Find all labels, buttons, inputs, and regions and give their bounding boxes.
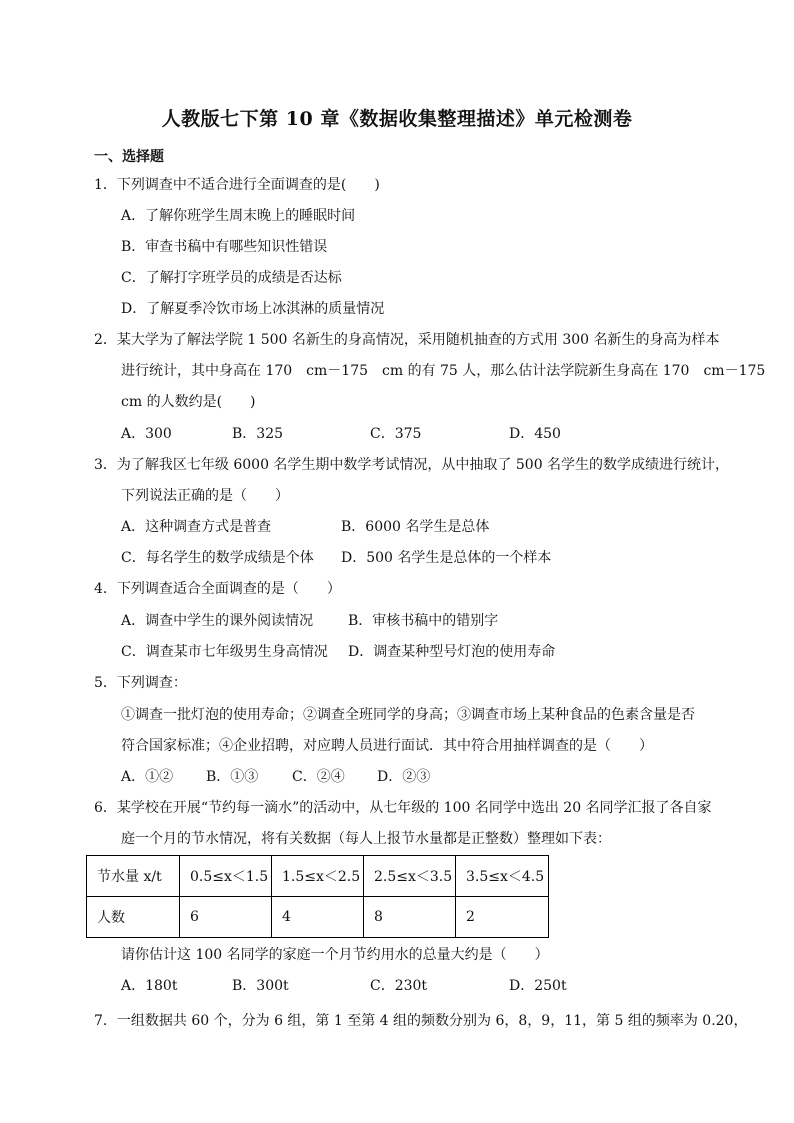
- question-3-option-d: D．500 名学生是总体的一个样本: [341, 550, 552, 566]
- table-cell: 6: [180, 897, 272, 938]
- question-1-option-d: D．了解夏季冷饮市场上冰淇淋的质量情况: [121, 301, 385, 317]
- question-6-ask: 请你估计这 100 名同学的家庭一个月节约用水的总量大约是（ ）: [121, 947, 549, 963]
- question-4-option-a: A．调查中学生的课外阅读情况: [121, 613, 314, 629]
- question-4-option-d: D．调查某种型号灯泡的使用寿命: [348, 644, 556, 660]
- water-saving-table: [86, 855, 549, 938]
- question-7-stem: 7．一组数据共 60 个，分为 6 组，第 1 至第 4 组的频数分别为 6，8，9，11，第 5 组的频率为 0.20，: [94, 1013, 748, 1029]
- table-cell: 人数: [87, 897, 180, 938]
- question-5-option-d: D．②③: [377, 769, 431, 785]
- table-header-cell: 1.5≤x＜2.5: [272, 856, 364, 897]
- question-3-option-c: C．每名学生的数学成绩是个体: [121, 550, 314, 566]
- question-1-stem: 1．下列调查中不适合进行全面调查的是( ): [94, 177, 380, 193]
- question-1-option-a: A．了解你班学生周末晚上的睡眠时间: [121, 208, 356, 224]
- question-5-option-c: C．②④: [292, 769, 345, 785]
- question-6-stem-line1: 6．某学校在开展“节约每一滴水”的活动中，从七年级的 100 名同学中选出 20 名同学汇报了各自家: [94, 800, 712, 816]
- question-5-option-a: A．①②: [121, 769, 174, 785]
- question-6-option-b: B．300t: [232, 978, 289, 994]
- question-2-stem-line2: 进行统计，其中身高在 170 cm－175 cm 的有 75 人，那么估计法学院新生身高在 170 cm－175: [121, 363, 766, 379]
- question-2-stem-line1: 2．某大学为了解法学院 1 500 名新生的身高情况，采用随机抽查的方式用 300 名新生的身高为样本: [94, 332, 720, 348]
- question-2-option-d: D．450: [509, 426, 561, 442]
- question-1-option-b: B．审查书稿中有哪些知识性错误: [121, 239, 328, 255]
- question-3-option-a: A．这种调查方式是普查: [121, 519, 272, 535]
- section-heading: 一、选择题: [94, 149, 164, 165]
- table-header-cell: 节水量 x/t: [87, 856, 180, 897]
- table-header-cell: 2.5≤x＜3.5: [364, 856, 456, 897]
- question-3-stem-line1: 3．为了解我区七年级 6000 名学生期中数学考试情况，从中抽取了 500 名学生的数学成绩进行统计，: [94, 457, 730, 473]
- question-4-stem: 4．下列调查适合全面调查的是（ ）: [94, 581, 341, 597]
- question-6-option-c: C．230t: [370, 978, 428, 994]
- question-5-body-line2: 符合国家标准；④企业招聘，对应聘人员进行面试．其中符合用抽样调查的是（ ）: [121, 738, 653, 754]
- table-header-cell: 0.5≤x＜1.5: [180, 856, 272, 897]
- question-2-option-c: C．375: [370, 426, 422, 442]
- question-3-option-b: B．6000 名学生是总体: [341, 519, 490, 535]
- question-5-body-line1: ①调查一批灯泡的使用寿命；②调查全班同学的身高；③调查市场上某种食品的色素含量是否: [121, 707, 695, 723]
- question-5-option-b: B．①③: [206, 769, 259, 785]
- question-2-option-a: A．300: [121, 426, 172, 442]
- question-2-option-b: B．325: [232, 426, 284, 442]
- question-6-stem-line2: 庭一个月的节水情况，将有关数据（每人上报节水量都是正整数）整理如下表：: [121, 831, 611, 847]
- question-5-stem: 5．下列调查：: [94, 675, 187, 691]
- page-title: 人教版七下第 10 章《数据收集整理描述》单元检测卷: [161, 108, 633, 130]
- question-6-option-a: A．180t: [121, 978, 178, 994]
- table-header-row: [87, 856, 549, 897]
- question-4-option-b: B．审核书稿中的错别字: [348, 613, 499, 629]
- table-cell: 2: [456, 897, 549, 938]
- question-3-stem-line2: 下列说法正确的是（ ）: [121, 488, 289, 504]
- table-cell: 4: [272, 897, 364, 938]
- question-2-stem-line3: cm 的人数约是( ): [121, 394, 256, 410]
- table-header-cell: 3.5≤x＜4.5: [456, 856, 549, 897]
- table-cell: 8: [364, 897, 456, 938]
- question-4-option-c: C．调查某市七年级男生身高情况: [121, 644, 328, 660]
- question-1-option-c: C．了解打字班学员的成绩是否达标: [121, 270, 342, 286]
- table-row: [87, 897, 549, 938]
- question-6-option-d: D．250t: [509, 978, 567, 994]
